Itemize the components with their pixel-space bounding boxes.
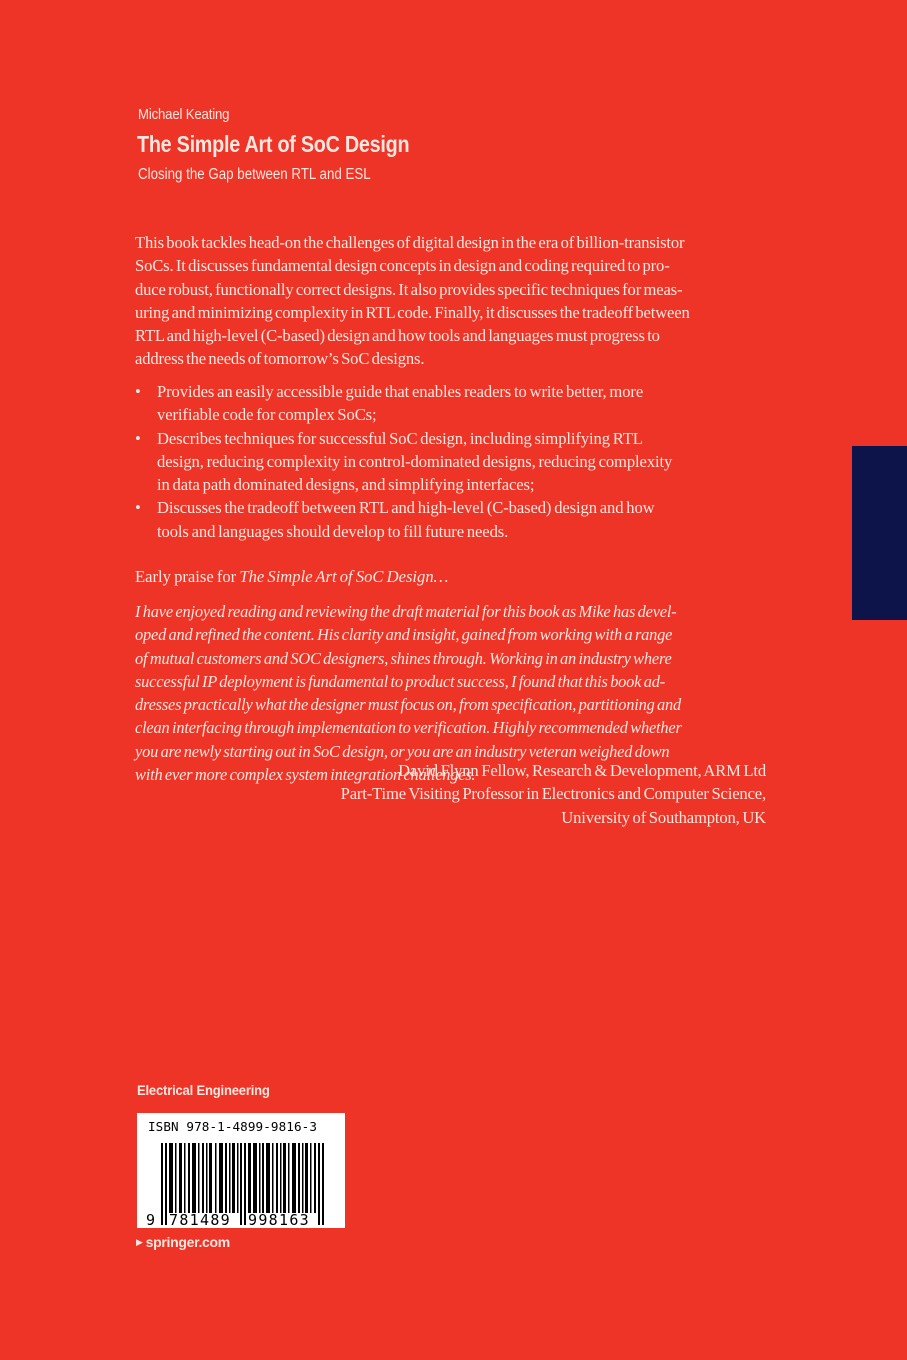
barcode-left-digits: 781489: [169, 1211, 231, 1228]
quote-line: you are newly starting out in SoC design, or you are an industry veteran weighed down: [135, 741, 670, 761]
subject-category: Electrical Engineering: [137, 1082, 270, 1098]
attribution-line: University of Southampton, UK: [561, 807, 766, 827]
feature-list-item: [135, 496, 775, 543]
description-line: address the needs of tomorrow’s SoC designs.: [135, 349, 425, 369]
description-line: uring and minimizing complexity in RTL code. Finally, it discusses the tradeoff between: [135, 302, 690, 322]
quote-line: with ever more complex system integration challenges.: [135, 765, 476, 785]
description-line: SoCs. It discusses fundamental design concepts in design and coding required to pro-: [135, 256, 670, 276]
publisher-url[interactable]: springer.com: [145, 1234, 230, 1250]
praise-heading: [135, 567, 448, 587]
quote-line: dresses practically what the designer must focus on, from specification, partitioning and: [135, 695, 682, 715]
spine-color-tab: [852, 446, 907, 620]
attribution-line: Part-Time Visiting Professor in Electronics and Computer Science,: [340, 784, 766, 804]
feature-line: design, reducing complexity in control-dominated designs, reducing complexity: [157, 451, 673, 471]
description-line: This book tackles head-on the challenges of digital design in the era of billion-transistor: [135, 233, 685, 252]
quote-line: I have enjoyed reading and reviewing the draft material for this book as Mike has devel-: [135, 602, 677, 621]
quote-line: successful IP deployment is fundamental to product success, I found that this book ad-: [135, 671, 665, 691]
book-description: [135, 231, 767, 371]
book-title: The Simple Art of SoC Design: [137, 131, 410, 157]
triangle-right-icon: ▶: [136, 1236, 143, 1247]
attribution-line: David Flynn Fellow, Research & Development, ARM Ltd: [398, 761, 766, 780]
feature-list-item: [135, 380, 775, 427]
bullet-icon: •: [135, 382, 141, 401]
isbn-label: ISBN 978-1-4899-9816-3: [148, 1119, 318, 1134]
feature-line: verifiable code for complex SoCs;: [157, 405, 377, 425]
description-line: RTL and high-level (C-based) design and how tools and languages must progress to: [135, 326, 660, 346]
feature-list: [135, 380, 775, 543]
isbn-barcode: [137, 1113, 345, 1228]
praise-heading-title: The Simple Art of SoC Design…: [239, 567, 449, 586]
quote-attribution: [341, 759, 766, 829]
bullet-icon: •: [135, 428, 141, 448]
publisher-link[interactable]: [136, 1234, 230, 1250]
barcode-right-digits: 998163: [248, 1211, 310, 1228]
bullet-icon: •: [135, 498, 141, 518]
feature-line: tools and languages should develop to fill future needs.: [157, 521, 509, 541]
praise-heading-prefix: Early praise for: [135, 567, 240, 586]
feature-list-item: [135, 427, 775, 497]
feature-line: Provides an easily accessible guide that enables readers to write better, more: [157, 382, 644, 401]
description-line: duce robust, functionally correct designs. It also provides specific techniques for meas-: [135, 279, 683, 299]
quote-line: clean interfacing through implementation to verification. Highly recommended whether: [135, 718, 682, 738]
barcode-icon: [137, 1113, 345, 1228]
barcode-first-digit: 9: [146, 1211, 156, 1228]
book-subtitle: Closing the Gap between RTL and ESL: [138, 166, 371, 183]
feature-line: Describes techniques for successful SoC design, including simplifying RTL: [157, 428, 643, 448]
quote-line: oped and refined the content. His clarity and insight, gained from working with a range: [135, 625, 673, 645]
feature-line: Discusses the tradeoff between RTL and high-level (C-based) design and how: [157, 498, 655, 518]
feature-line: in data path dominated designs, and simplifying interfaces;: [157, 475, 535, 495]
quote-line: of mutual customers and SOC designers, shines through. Working in an industry where: [135, 648, 672, 668]
author-name: Michael Keating: [138, 106, 230, 123]
